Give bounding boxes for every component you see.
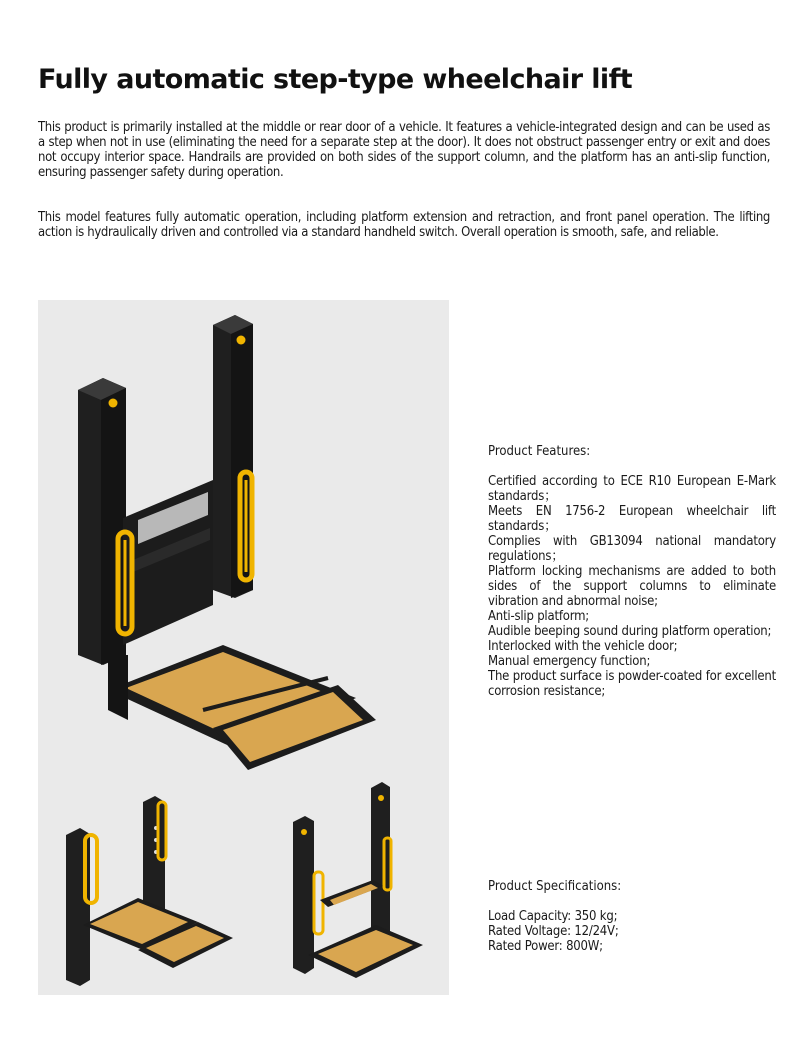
feature-item: Audible beeping sound during platform operation; (488, 624, 772, 639)
main-lift-illustration (78, 315, 376, 770)
intro-paragraph: This product is primarily installed at the middle or rear door of a vehicle. It features a vehicle-integrated design and can be used as a step when not in use (eliminating the need for a separate step at the door). It does not obstruct passenger entry or exit and does not occupy interior space. Handrails are provided on both sides of the support column, and the platform has an anti-slip function, ensuring passenger safety during operation. (38, 120, 770, 180)
features-list (488, 474, 776, 699)
feature-item: Certified according to ECE R10 European E-Mark standards； (488, 474, 776, 504)
feature-item: Manual emergency function; (488, 654, 651, 669)
product-features-section (488, 444, 776, 699)
operation-paragraph: This model features fully automatic operation, including platform extension and retraction, and front panel operation. The lifting action is hydraulically driven and controlled via a standard handheld switch. Overall operation is smooth, safe, and reliable. (38, 210, 770, 240)
product-photo-panel (38, 300, 449, 995)
spec-item: Load Capacity: 350 kg; (488, 909, 618, 924)
page-title: Fully automatic step-type wheelchair lift (38, 64, 633, 95)
spec-item: Rated Voltage: 12/24V; (488, 924, 619, 939)
feature-item: Interlocked with the vehicle door; (488, 639, 678, 654)
feature-item: Anti-slip platform; (488, 609, 590, 624)
specs-heading: Product Specifications: (488, 879, 622, 894)
feature-item: Meets EN 1756-2 European wheelchair lift standards； (488, 504, 776, 534)
feature-item: The product surface is powder-coated for excellent corrosion resistance; (488, 669, 776, 699)
features-heading: Product Features: (488, 444, 591, 459)
lift-deployed-illustration (66, 796, 233, 986)
spec-item: Rated Power: 800W; (488, 939, 603, 954)
feature-item: Complies with GB13094 national mandatory regulations； (488, 534, 776, 564)
feature-item: Platform locking mechanisms are added to both sides of the support columns to eliminate vibration and abnormal noise; (488, 564, 776, 609)
product-specifications-section (488, 879, 776, 954)
specs-list (488, 909, 776, 954)
lift-stowed-illustration (293, 782, 423, 978)
